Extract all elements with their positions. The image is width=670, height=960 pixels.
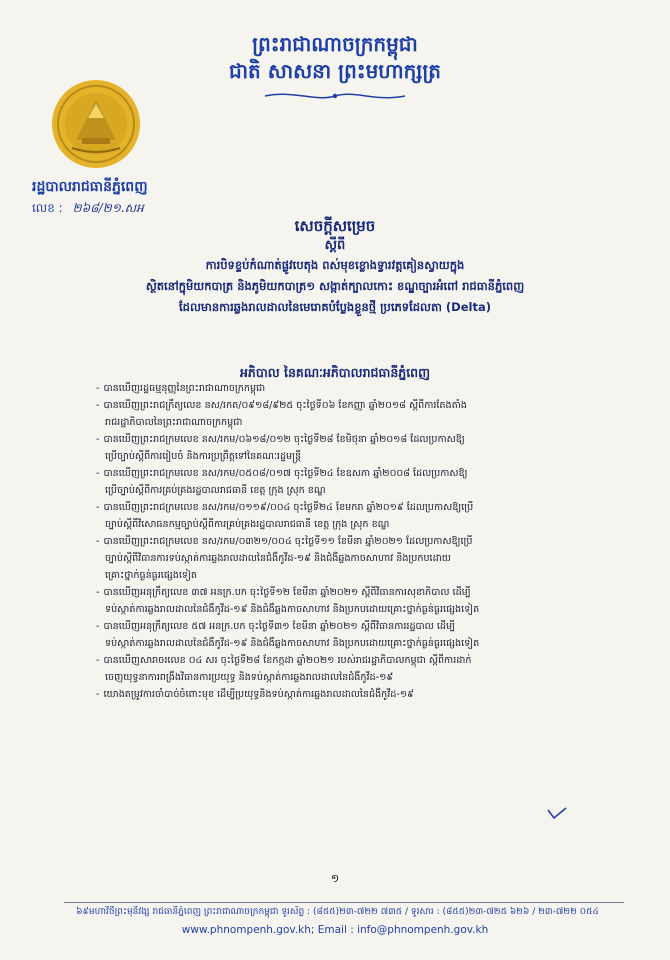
consideration-line: ចេញយុទ្ធនាការពង្រឹងវិធានការប្រយុទ្ធ និងទប់ស្កាត់ការឆ្លងរាលដាលនៃជំងឺកូវីដ-១៩ [105,672,394,683]
consideration-line: - បានឃើញសារាចរលេខ ០៤ សរ ចុះថ្ងៃទី២៨ ខែកក្កដា ឆ្នាំ២០២១ របស់រាជរដ្ឋាភិបាលកម្ពុជា ស្តីពីការដាក់ [96,652,616,669]
handwritten-check-icon [546,806,568,820]
consideration-line: ច្បាប់ស្តីពីវិធានការទប់ស្កាត់ការឆ្លងរាលដាលនៃជំងឺកូវីដ-១៩ និងជំងឺឆ្លងកាចសាហាវ និងប្រកបដោយ [105,553,451,564]
consideration-line: ច្បាប់ស្តីពីវិសោធនកម្មច្បាប់ស្តីពីការគ្រប់គ្រងរដ្ឋបាលរាជធានី ខេត្ត ក្រុង ស្រុក ខណ្ឌ [105,519,390,530]
kingdom-name: ព្រះរាជាណាចក្រកម្ពុជា [252,32,418,56]
title-decision: សេចក្ដីសម្រេច [294,217,376,235]
consideration-line: - យោងតម្រូវការចាំបាច់ចំពោះមុខ ដើម្បីប្រយុទ្ធនិងទប់ស្កាត់ការឆ្លងរាលដាលនៃជំងឺកូវីដ-១៩ [96,686,616,703]
consideration-line: - បានឃើញព្រះរាជក្រឹត្យលេខ នស/រកត/០៩១៨/៩២៥ ចុះថ្ងៃទី០៦ ខែកញ្ញា ឆ្នាំ២០១៨ ស្តីពីការតែងតាំង [96,397,616,414]
issuing-authority: រដ្ឋបាលរាជធានីភ្នំពេញ [32,179,148,195]
footer-divider [64,902,624,903]
consideration-line: ប្រើច្បាប់ស្តីពីការគ្រប់គ្រងរដ្ឋបាលរាជធានី ខេត្ត ក្រុង ស្រុក ខណ្ឌ [105,485,326,496]
consideration-line: គ្រោះថ្នាក់ធ្ងន់ធ្ងរផ្សេងទៀត [105,570,197,581]
phnom-penh-city-seal-icon [50,78,142,170]
title-subject-line-3: ដែលមានការឆ្លងរាលដាលនៃមេរោគបំប្លែងខ្លួនថ្មី ប្រភេទដែលតា (Delta) [179,300,491,314]
list-item [96,380,616,397]
decision-title [20,215,650,318]
footer-website-email: www.phnompenh.gov.kh; Email : info@phnompenh.gov.kh [181,924,489,936]
reference-value: ២៦៨/២១.សអ [72,201,144,215]
list-item [96,397,616,431]
ornament-divider-icon [255,90,415,102]
list-item [96,686,616,703]
consideration-line: ប្រើច្បាប់ស្តីពីការរៀបចំ និងការប្រព្រឹត្តទៅនៃគណៈរដ្ឋមន្ត្រី [105,451,302,462]
list-item [96,431,616,465]
consideration-line: ទប់ស្កាត់ការឆ្លងរាលដាលនៃជំងឺកូវីដ-១៩ និងជំងឺឆ្លងកាចសាហាវ និងប្រកបដោយគ្រោះថ្នាក់ធ្ងន់ធ្ងរផ្សេងទៀត [105,638,480,649]
title-subject-line-1: ការបិទខ្ទប់កំណាត់ផ្លូវបេតុង ពស់មុខខ្លោងទ្វារវត្តគៀនស្វាយក្នុង [205,258,465,272]
consideration-line: ទប់ស្កាត់ការឆ្លងរាលដាលនៃជំងឺកូវីដ-១៩ និងជំងឺឆ្លងកាចសាហាវ និងប្រកបដោយគ្រោះថ្នាក់ធ្ងន់ធ្ងរផ្សេងទៀត [105,604,480,615]
reference-label: លេខ : [32,201,63,215]
title-on: ស្ដីពី [324,238,346,253]
title-subject-line-2: ស្ថិតនៅក្នុមិយកបាត្រ និងភូមិយកបាត្រ១ សង្កាត់ក្បាលកោះ ខណ្ឌច្បារអំពៅ រាជធានីភ្នំពេញ [145,279,525,293]
list-item [96,652,616,686]
list-item [96,499,616,533]
consideration-line: - បានឃើញរដ្ឋធម្មនុញ្ញនៃព្រះរាជាណាចក្រកម្ពុជា [96,380,616,397]
list-item [96,618,616,652]
consideration-line: - បានឃើញព្រះរាជក្រមលេខ នស/រកម/០១១៩/០០៤ ចុះថ្ងៃទី២៤ ខែមករា ឆ្នាំ២០១៩ ដែលប្រកាសឱ្យប្រើ [96,499,616,516]
list-item [96,584,616,618]
page-number: ១ [330,872,340,885]
governor-heading: អភិបាល នៃគណៈអភិបាលរាជធានីភ្នំពេញ [239,365,431,380]
consideration-line: រាជរដ្ឋាភិបាលនៃព្រះរាជាណាចក្រកម្ពុជា [105,417,243,428]
consideration-line: - បានឃើញព្រះរាជក្រមលេខ នស/រកម/០៣២១/០០៤ ចុះថ្ងៃទី១១ ខែមីនា ឆ្នាំ២០២១ ដែលប្រកាសឱ្យប្រើ [96,533,616,550]
consideration-line: - បានឃើញព្រះរាជក្រមលេខ នស/រកម/០៦១៨/០១២ ចុះថ្ងៃទី២៨ ខែមិថុនា ឆ្នាំ២០១៨ ដែលប្រកាសឱ្យ [96,431,616,448]
footer-address: ៦៩មហាវិថីព្រះមុនីវង្ស រាជធានីភ្នំពេញ ព្រះរាជាណាចក្រកម្ពុជា ទូរស័ព្ទ : (៨៥៥)២៣-៧២២ ៧៣៥ / ទូរសារ : (៨៥៥)២៣-៧២៥ ៦២៦ / ២៣-៧២២ ០៥៤ [76,907,599,917]
list-item [96,465,616,499]
consideration-line: - បានឃើញអនុក្រឹត្យលេខ ៥៧ អនក្រ.បក ចុះថ្ងៃទី៣១ ខែមីនា ឆ្នាំ២០២១ ស្តីពីវិធានការរដ្ឋបាល ដើម្បី [96,618,616,635]
national-motto: ជាតិ សាសនា ព្រះមហាក្សត្រ [229,59,441,83]
considerations-list [96,380,616,703]
consideration-line: - បានឃើញព្រះរាជក្រមលេខ នស/រកម/០៥០៨/០១៧ ចុះថ្ងៃទី២៤ ខែឧសភា ឆ្នាំ២០០៨ ដែលប្រកាសឱ្យ [96,465,616,482]
consideration-line: - បានឃើញអនុក្រឹត្យលេខ ៣៧ អនក្រ.បក ចុះថ្ងៃទី១២ ខែមីនា ឆ្នាំ២០២១ ស្តីពីវិធានការសុខាភិបាល ដើម្បី [96,584,616,601]
list-item [96,533,616,584]
